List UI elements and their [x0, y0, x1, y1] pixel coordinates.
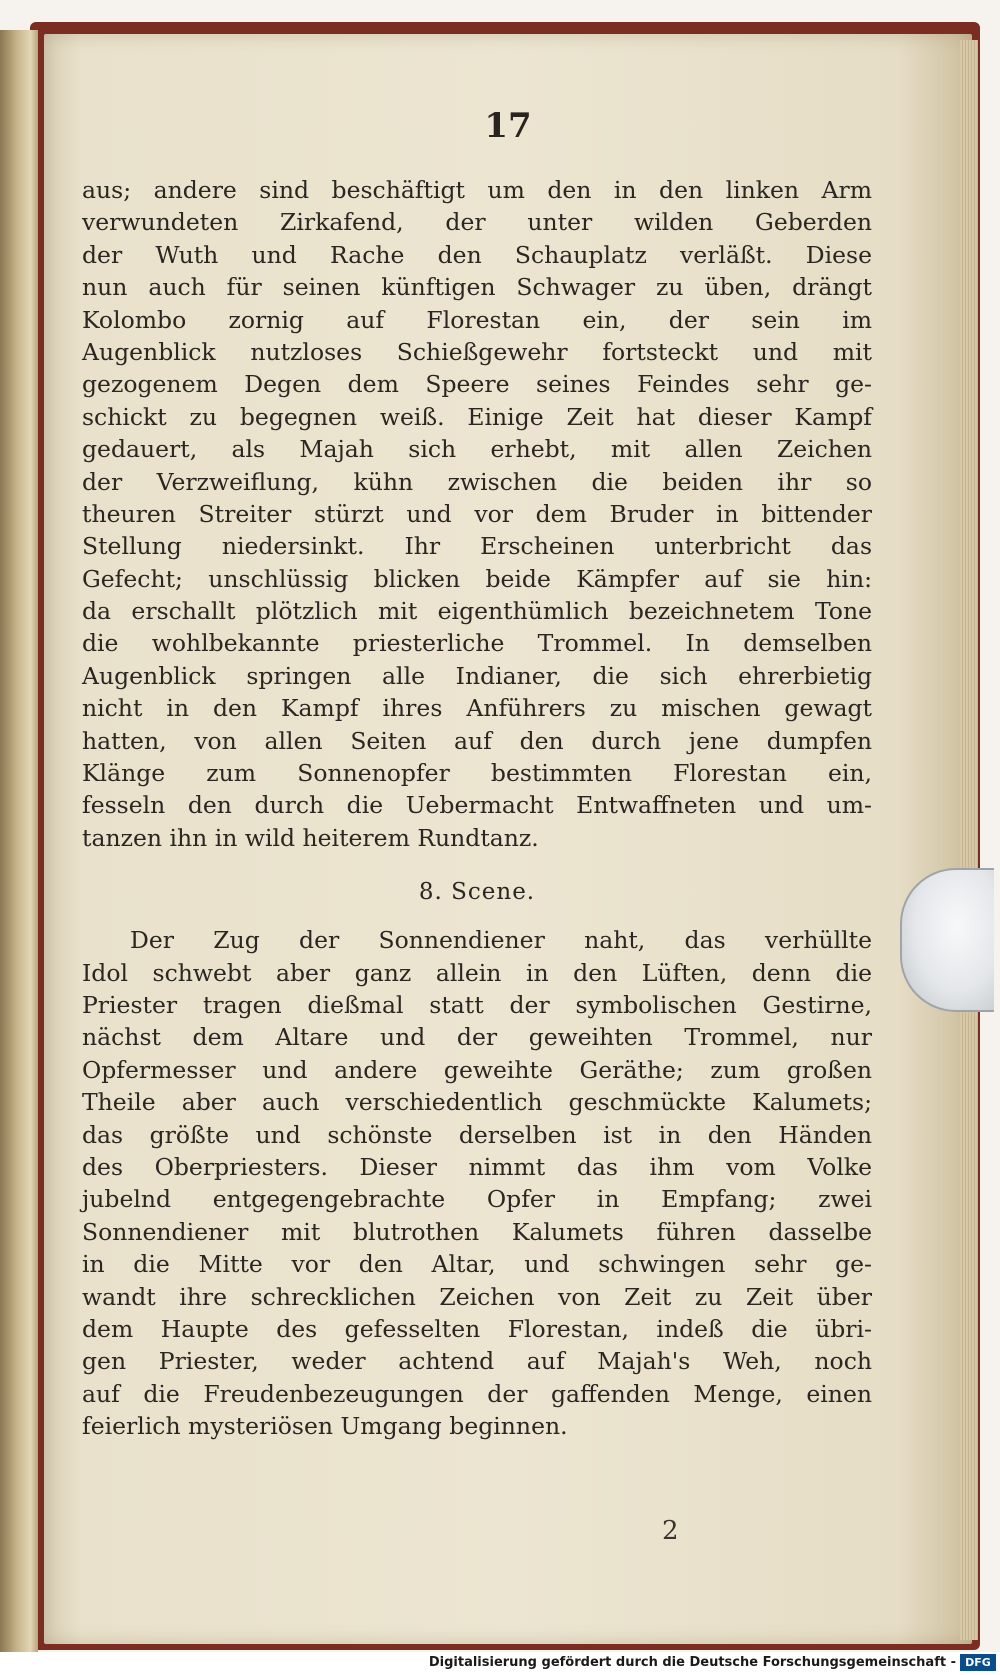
- text-line: nicht in den Kampf ihres Anführers zu mischen gewagt: [82, 694, 872, 723]
- text-line: aus; andere sind beschäftigt um den in den linken Arm: [82, 176, 872, 204]
- text-line: wandt ihre schrecklichen Zeichen von Zeit zu Zeit über: [82, 1282, 872, 1311]
- text-line: Kolombo zornig auf Florestan ein, der sein im: [82, 305, 872, 334]
- paragraph-2: [82, 924, 872, 1442]
- text-line: gedauert, als Majah sich erhebt, mit allen Zeichen: [82, 435, 872, 464]
- text-line: Der Zug der Sonnendiener naht, das verhüllte: [130, 926, 872, 955]
- paragraph-1: [82, 174, 872, 854]
- text-line: der Wuth und Rache den Schauplatz verläßt. Diese: [82, 240, 872, 269]
- page-fore-edge: [960, 40, 978, 1640]
- page-text: [82, 174, 872, 1442]
- page-number: 17: [484, 106, 532, 146]
- text-line: tanzen ihn in wild heiterem Rundtanz.: [82, 823, 539, 852]
- text-line: auf die Freudenbezeugungen der gaffenden Menge, einen: [82, 1379, 872, 1408]
- text-line: Idol schwebt aber ganz allein in den Lüften, denn die: [82, 958, 872, 987]
- text-line: jubelnd entgegengebrachte Opfer in Empfang; zwei: [82, 1185, 872, 1214]
- text-line: das größte und schönste derselben ist in den Händen: [82, 1120, 872, 1149]
- text-line: da erschallt plötzlich mit eigenthümlich bezeichnetem Tone: [82, 597, 872, 626]
- dfg-logo: DFG: [960, 1654, 996, 1671]
- left-page-gutter: [0, 30, 38, 1655]
- text-line: schickt zu begegnen weiß. Einige Zeit hat dieser Kampf: [82, 402, 872, 431]
- text-line: Klänge zum Sonnenopfer bestimmten Florestan ein,: [82, 759, 872, 788]
- text-line: verwundeten Zirkafend, der unter wilden Geberden: [82, 208, 872, 237]
- text-line: Sonnendiener mit blutrothen Kalumets führen dasselbe: [82, 1217, 872, 1246]
- text-line: nächst dem Altare und der geweihten Trommel, nur: [82, 1023, 872, 1052]
- text-line: theuren Streiter stürzt und vor dem Bruder in bittender: [82, 499, 872, 528]
- text-line: Augenblick springen alle Indianer, die sich ehrerbietig: [82, 661, 872, 690]
- text-line: Gefecht; unschlüssig blicken beide Kämpfer auf sie hin:: [82, 564, 872, 593]
- text-line: dem Haupte des gefesselten Florestan, indeß die übri-: [82, 1314, 872, 1343]
- text-line: die wohlbekannte priesterliche Trommel. In demselben: [82, 629, 872, 658]
- text-line: Opfermesser und andere geweihte Geräthe; zum großen: [82, 1055, 872, 1084]
- text-line: Stellung niedersinkt. Ihr Erscheinen unterbricht das: [82, 532, 872, 561]
- text-line: in die Mitte vor den Altar, und schwingen sehr ge-: [82, 1250, 872, 1279]
- text-line: gezogenem Degen dem Speere seines Feindes sehr ge-: [82, 370, 872, 399]
- text-line: feierlich mysteriösen Umgang beginnen.: [82, 1412, 568, 1441]
- text-line: fesseln den durch die Uebermacht Entwaffneten und um-: [82, 791, 872, 820]
- text-line: hatten, von allen Seiten auf den durch jene dumpfen: [82, 726, 872, 755]
- text-line: des Oberpriesters. Dieser nimmt das ihm vom Volke: [82, 1152, 872, 1181]
- text-line: der Verzweiflung, kühn zwischen die beiden ihr so: [82, 467, 872, 496]
- signature-mark: 2: [662, 1516, 679, 1546]
- text-line: Priester tragen dießmal statt der symbolischen Gestirne,: [82, 990, 872, 1019]
- scene-heading: 8. Scene.: [418, 879, 536, 906]
- text-line: Augenblick nutzloses Schießgewehr fortsteckt und mit: [82, 337, 872, 366]
- text-line: Theile aber auch verschiedentlich geschmückte Kalumets;: [82, 1088, 872, 1117]
- book-page: [44, 34, 972, 1644]
- text-line: gen Priester, weder achtend auf Majah's Weh, noch: [82, 1347, 872, 1376]
- footer-credit: Digitalisierung gefördert durch die Deutsche Forschungsgemeinschaft -: [428, 1655, 956, 1670]
- text-line: nun auch für seinen künftigen Schwager zu üben, drängt: [82, 273, 872, 302]
- page-holder-clip: [900, 868, 994, 1012]
